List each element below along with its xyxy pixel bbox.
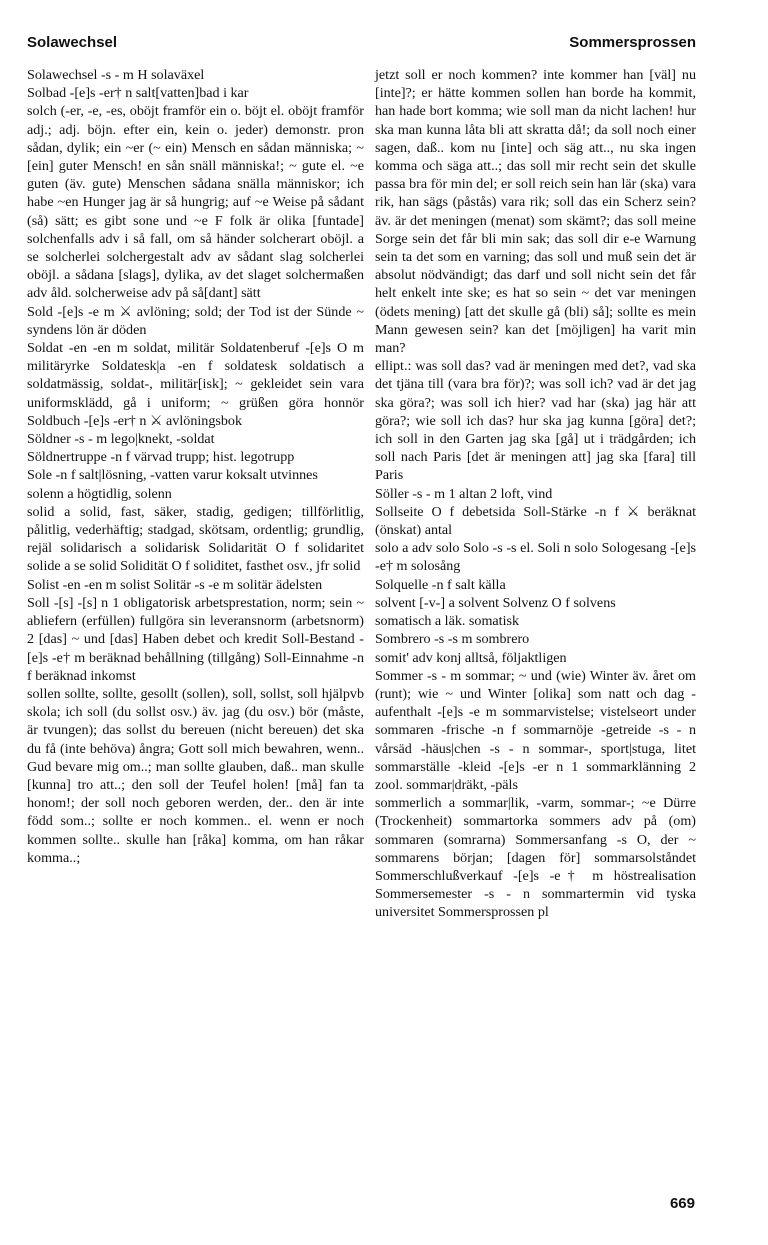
entry: solch (-er, -e, -es, oböjt framför ein o. böjt el. oböjt framför adj.; adj. böjn. efter ein, kein o. jeder) demonstr. pron sådan, dylik; ein ~er (~ ein) Mensch en sådan människa; ~ [ein] guter Mensch! en sån snäll människa!; ~ gute el. ~e guten (äv. gute) Menschen sådana snälla människor; ich habe ~en Hunger jag är så hungrig; auf ~e Weise på sådant (så) sätt; es gibt sone und ~e F folk är olika [funtade] solchenfalls adv i så fall, om så händer solcherart oböjl. a se solcherlei solchergestalt adv av sådant slag solcherlei oböjl. a sådana [slags], dylika, av det slaget solchermaßen adv åld. solcherweise adv på så[dant] sätt — [27, 103, 364, 302]
entry: sommerlich a sommar|lik, -varm, sommar-; ~e Dürre (Trockenheit) sommartorka sommers adv på (om) sommaren (somrarna) Sommersanfang -s O, der ~ sommarens början; [dagen för] sommarsolståndet Sommerschlußverkauf -[e]s -e† m höstrealisation Sommersemester -s - n sommartermin vid tyska universitet Sommersprossen pl — [375, 795, 696, 921]
entry: sollen sollte, sollte, gesollt (sollen), soll, sollst, soll hjälpvb skola; ich soll (du sollst osv.) äv. jag (du osv.) bör (måste, är tvungen); das sollst du bereuen (nicht bereuen) det ska du få (inte behöva) ångra; Gott soll mich bewahren, wenn.. Gud bevare mig om..; man sollte glauben, daß.. man skulle [kunna] tro att..; den soll der Teufel holen! [må] fan ta honom!; der soll noch geboren werden, der.. den är inte född som..; sollte er noch kommen.. el. wenn er noch kommen sollte.. skulle han [råka] komma, om han råkar komma..; — [27, 685, 364, 866]
entry: Sommer -s - m sommar; ~ und (wie) Winter äv. året om (runt); wie ~ und Winter [olika] som natt och dag -aufenthalt -[e]s -e m sommarvistelse; vistelseort under sommaren -frische -n f sommarnöje -getreide -s - n vårsäd -häus|chen -s - n sommar-, sport|stuga, litet sommarställe -kleid -[e]s -er n 1 sommarklänning 2 zool. sommar|dräkt, -päls — [375, 667, 696, 793]
entry: solvent [-v-] a solvent Solvenz O f solvens — [375, 594, 616, 611]
entry: solo a adv solo Solo -s -s el. Soli n solo Sologesang -[e]s -e† m solosång — [375, 540, 696, 575]
entry: Söldnertruppe -n f värvad trupp; hist. legotrupp — [27, 449, 295, 466]
entry: Sold -[e]s -e m ⚔ avlöning; sold; der Tod ist der Sünde ~ syndens lön är döden — [27, 303, 364, 338]
entry: Solbad -[e]s -er† n salt[vatten]bad i kar — [27, 85, 249, 102]
entry: solid a solid, fast, säker, stadig, gedigen; tillförlitlig, pålitlig, vederhäftig; stadgad, skötsam, ordentlig; grundlig, rejäl solidarisch a solidarisk Solidarität O f solidaritet solide a se solid Solidität O f soliditet, fasthet osv., jfr solid — [27, 503, 364, 575]
entry: Soll -[s] -[s] n 1 obligatorisk arbetsprestation, norm; sein ~ abliefern (erfüllen) fullgöra sin leveransnorm (arbetsnorm) 2 [das] ~ und [das] Haben debet och kredit Soll-Bestand -[e]s -e† m beräknad behållning (tillgång) Soll-Einnahme -n f beräknad inkomst — [27, 594, 364, 684]
left-column — [27, 66, 364, 867]
right-column — [375, 66, 696, 922]
entry: Solquelle -n f salt källa — [375, 576, 506, 593]
entry: solenn a högtidlig, solenn — [27, 485, 172, 502]
entry: somatisch a läk. somatisk — [375, 613, 520, 630]
entry: Söller -s - m 1 altan 2 loft, vind — [375, 485, 553, 502]
entry: Solawechsel -s - m H solaväxel — [27, 67, 205, 83]
running-head-first-entry: Solawechsel — [27, 34, 118, 51]
entry: Sollseite O f debetsida Soll-Stärke -n f ⚔ beräknat (önskat) antal — [375, 503, 696, 539]
entry: Sole -n f salt|lösning, -vatten varur koksalt utvinnes — [27, 467, 318, 484]
entry: jetzt soll er noch kommen? inte kommer han [väl] nu [inte]?; er hätte kommen sollen han borde ha kommit, han hade bort komma; wie soll man da nicht lachen! hur ska man kunna låta bli att skratta då!; da soll noch einer sagen, daß.. kom nu [inte] och säg att.., nu ska ingen komma och säga att..; das soll mir recht sein det skulle passa bra för min del; er soll reich sein han lär (ska) vara rik, han sägs (påstås) vara rik; soll das ein Scherz sein? äv. är det meningen (menat) som skämt?; das soll meine Sorge sein det får bli min sak; das soll dir e-e Warnung sein ta det som en varning; das soll und muß sein det är absolut nödvändigt; das darf und soll nicht sein det får helt enkelt inte ske; es hat so sein ~ det var meningen (ödets mening) [att det skulle gå (bli) så]; sollte es mein Mann gewesen sein? kan det [möjligen] ha varit min man? — [375, 67, 696, 357]
entry: Sombrero -s -s m sombrero — [375, 631, 530, 648]
entry: Söldner -s - m lego|knekt, -soldat — [27, 431, 215, 448]
entry: somit' adv konj alltså, följaktligen — [375, 649, 567, 666]
entry: ellipt.: was soll das? vad är meningen med det?, vad ska det tjäna till (vara bra för)?; was soll ich? vad är det jag ska göra?; was soll ich hier? vad har (ska) jag här att göra?; wie soll ich das? hur ska jag kunna [göra] det?; ich soll in den Garten jag ska [gå] ut i trädgården; ich soll nach Paris [det är meningen att] jag ska [fara] till Paris — [375, 358, 696, 484]
running-head-last-entry: Sommersprossen — [569, 34, 696, 51]
page-number: 669 — [669, 1195, 695, 1212]
entry: Soldat -en -en m soldat, militär Soldatenberuf -[e]s O m militäryrke Soldatesk|a -en f soldatesk soldatisch a soldatmässig, soldat-, militär[isk]; ~ gekleidet sein vara uniformsklädd, gå i uniform; ~ grüßen göra honnör Soldbuch -[e]s -er† n ⚔ avlöningsbok — [27, 340, 364, 429]
entry: Solist -en -en m solist Solitär -s -e m solitär ädelsten — [27, 576, 323, 593]
